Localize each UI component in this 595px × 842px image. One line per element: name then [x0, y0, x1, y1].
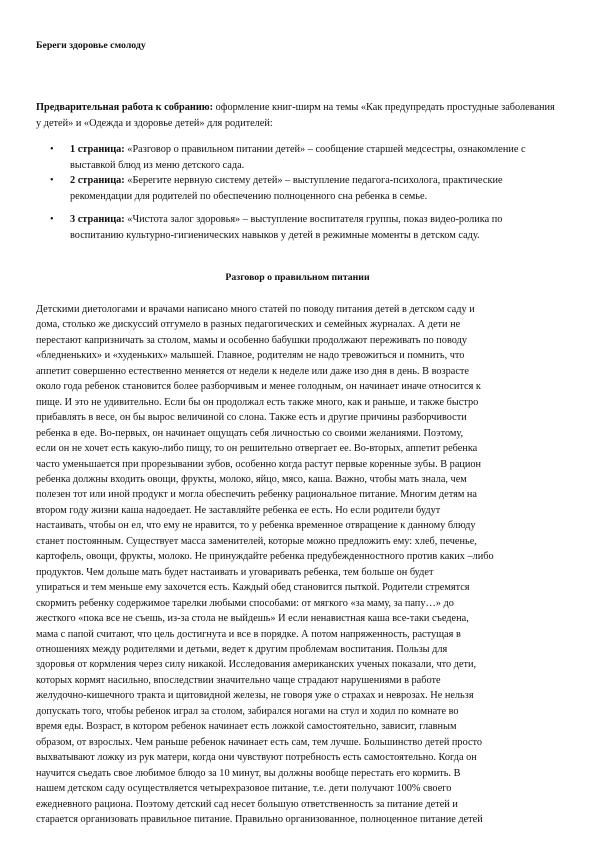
body-line: продуктов. Чем дольше мать будет настаивать и уговаривать ребенка, тем больше он будет — [36, 566, 434, 578]
body-line: дома, столько же дискуссий отгумело в разных педагогических и семейных журналах. А дети не — [36, 319, 461, 331]
body-line: выхватывают ложку из рук матери, когда они чувствуют потребность есть самостоятельно. Когда он — [36, 752, 477, 764]
page-description: «Берегите нервную систему детей» – выступление педагога-психолога, практические рекомендации для родителей по обеспечению полноценного сна ребенка в семье. — [70, 175, 503, 202]
body-line: нашем детском саду осуществляется четырехразовое питание, т.е. дети получают 100% своего — [36, 783, 452, 795]
body-line: перестают капризничать за столом, мамы и особенно бабушки продолжают переживать по поводу — [36, 334, 467, 346]
list-item — [36, 173, 558, 204]
body-line: ежедневного рациона. Поэтому детский сад несет большую ответственность за питание детей и — [36, 798, 458, 810]
preliminary-work-paragraph — [36, 100, 556, 131]
body-line: время еды. Возраст, в котором ребенок начинает есть ложкой самостоятельно, зависит, главным — [36, 721, 457, 733]
body-line: упираться и тем меньше ему захочется есть. Каждый обед становится пыткой. Родители стремятся — [36, 582, 470, 594]
bullet-icon: • — [50, 214, 54, 225]
body-line: картофель, овощи, фрукты, молоко. Не принуждайте ребенка предубежденностного против каких –либо — [36, 551, 494, 563]
bullet-icon: • — [50, 144, 54, 155]
body-line: полезен тот или иной продукт и могла обеспечить ребенку рациональное питание. Многим детям на — [36, 489, 478, 501]
body-line: втором году жизни каша надоедает. Не заставляйте ребенка ее есть. Но если родители будут — [36, 504, 441, 516]
body-paragraph — [36, 302, 558, 827]
page-description: «Разговор о правильном питании детей» – сообщение старшей медсестры, ознакомление с выставкой блюд из меню детского сада. — [70, 144, 526, 171]
page-label: 2 страница: — [70, 175, 125, 186]
body-line: прибавлять в весе, он бы вырос величиной со слона. Также есть и другие причины разборчивости — [36, 412, 467, 424]
body-line: старается организовать правильное питание. Правильно организованное, полноценное питание детей — [36, 813, 483, 825]
body-line: здоровья от кормления через силу никакой. Исследования американских ученых показали, что дети, — [36, 659, 477, 671]
list-item — [36, 142, 558, 173]
list-item — [36, 212, 558, 243]
body-line: ребенка должны входить овощи, фрукты, молоко, яйцо, мясо, каша. Важно, чтобы мать знала, чем — [36, 473, 467, 485]
body-line: если он не хочет есть какую-либо пищу, то он решительно отвергает ее. Во-вторых, аппетит ребенка — [36, 443, 478, 455]
pages-list — [36, 142, 558, 243]
preliminary-work-label: Предварительная работа к собранию: — [36, 102, 214, 113]
body-line: аппетит совершенно естественно меняется от недели к неделе или даже изо дня в день. В возрасте — [36, 365, 469, 377]
body-line: Детскими диетологами и врачами написано много статей по поводу питания детей в детском саду и — [36, 304, 475, 315]
page-label: 3 страница: — [70, 214, 125, 225]
body-line: «бледненьких» и «худеньких» малышей. Главное, родителям не надо тревожиться и помнить, что — [36, 350, 465, 362]
body-line: желудочно-кишечного тракта и щитовидной железы, не говоря уже о страхах и неврозах. Не нельзя — [36, 690, 474, 702]
page-description: «Чистота залог здоровья» – выступление воспитателя группы, показ видео-ролика по воспитанию культурно-гигиенических навыков у детей в режимные моменты в детском саду. — [70, 214, 503, 241]
bullet-icon: • — [50, 175, 54, 186]
body-line: ребенка в еде. Во-первых, он начинает ощущать себя личностью со своими желаниями. Поэтому, — [36, 427, 464, 439]
body-line: часто уменьшается при прорезывании зубов, особенно когда растут первые коренные зубы. В рацион — [36, 458, 482, 470]
body-line: жесткого «пока все не съешь, из-за стола не выйдешь» И если ненавистная каша все-таки съедена, — [36, 613, 469, 625]
body-line: мама с папой считают, что цель достигнута и все в порядке. А потом напряженность, растущая в — [36, 628, 461, 640]
body-line: около года ребенок становится более разборчивым и менее голодным, он начинает иначе относится к — [36, 381, 481, 393]
page-label: 1 страница: — [70, 144, 125, 155]
body-line: настаивать, чтобы он ел, что ему не нравится, то у ребенка временное отвращение к данному блюду — [36, 520, 476, 532]
section-heading: Разговор о правильном питании — [225, 272, 370, 283]
document-title: Береги здоровье смолоду — [36, 40, 146, 51]
body-line: образом, от взрослых. Чем раньше ребенок начинает есть сам, тем лучше. Большинство детей просто — [36, 736, 483, 748]
body-line: скормить ребенку содержимое тарелки любыми способами: от мягкого «за маму, за папу…» до — [36, 597, 454, 609]
preliminary-work-text: оформление книг-ширм на темы «Как предупредать простудные заболевания у детей» и «Одежда и здоровье детей» для родителей: — [36, 102, 555, 129]
body-line: отношениях между родителями и детьми, ведет к другим проблемам воспитания. Пользы для — [36, 643, 448, 655]
body-line: научится съедать свое любимое блюдо за 10 минут, вы должны вообще перестать его кормить. В — [36, 767, 461, 779]
body-line: допускать того, чтобы ребенок играл за столом, забирался ногами на стул и ходил по комнате во — [36, 705, 459, 717]
body-line: пище. И это не удивительно. Если бы он продолжал есть также много, как и раньше, и также быстро — [36, 396, 479, 408]
body-line: которых кормят насильно, впоследствии значительно чаще страдают нарушениями в работе — [36, 674, 441, 686]
body-line: станет постоянным. Существует масса заменителей, которые можно предложить ему: хлеб, печенье, — [36, 535, 477, 547]
